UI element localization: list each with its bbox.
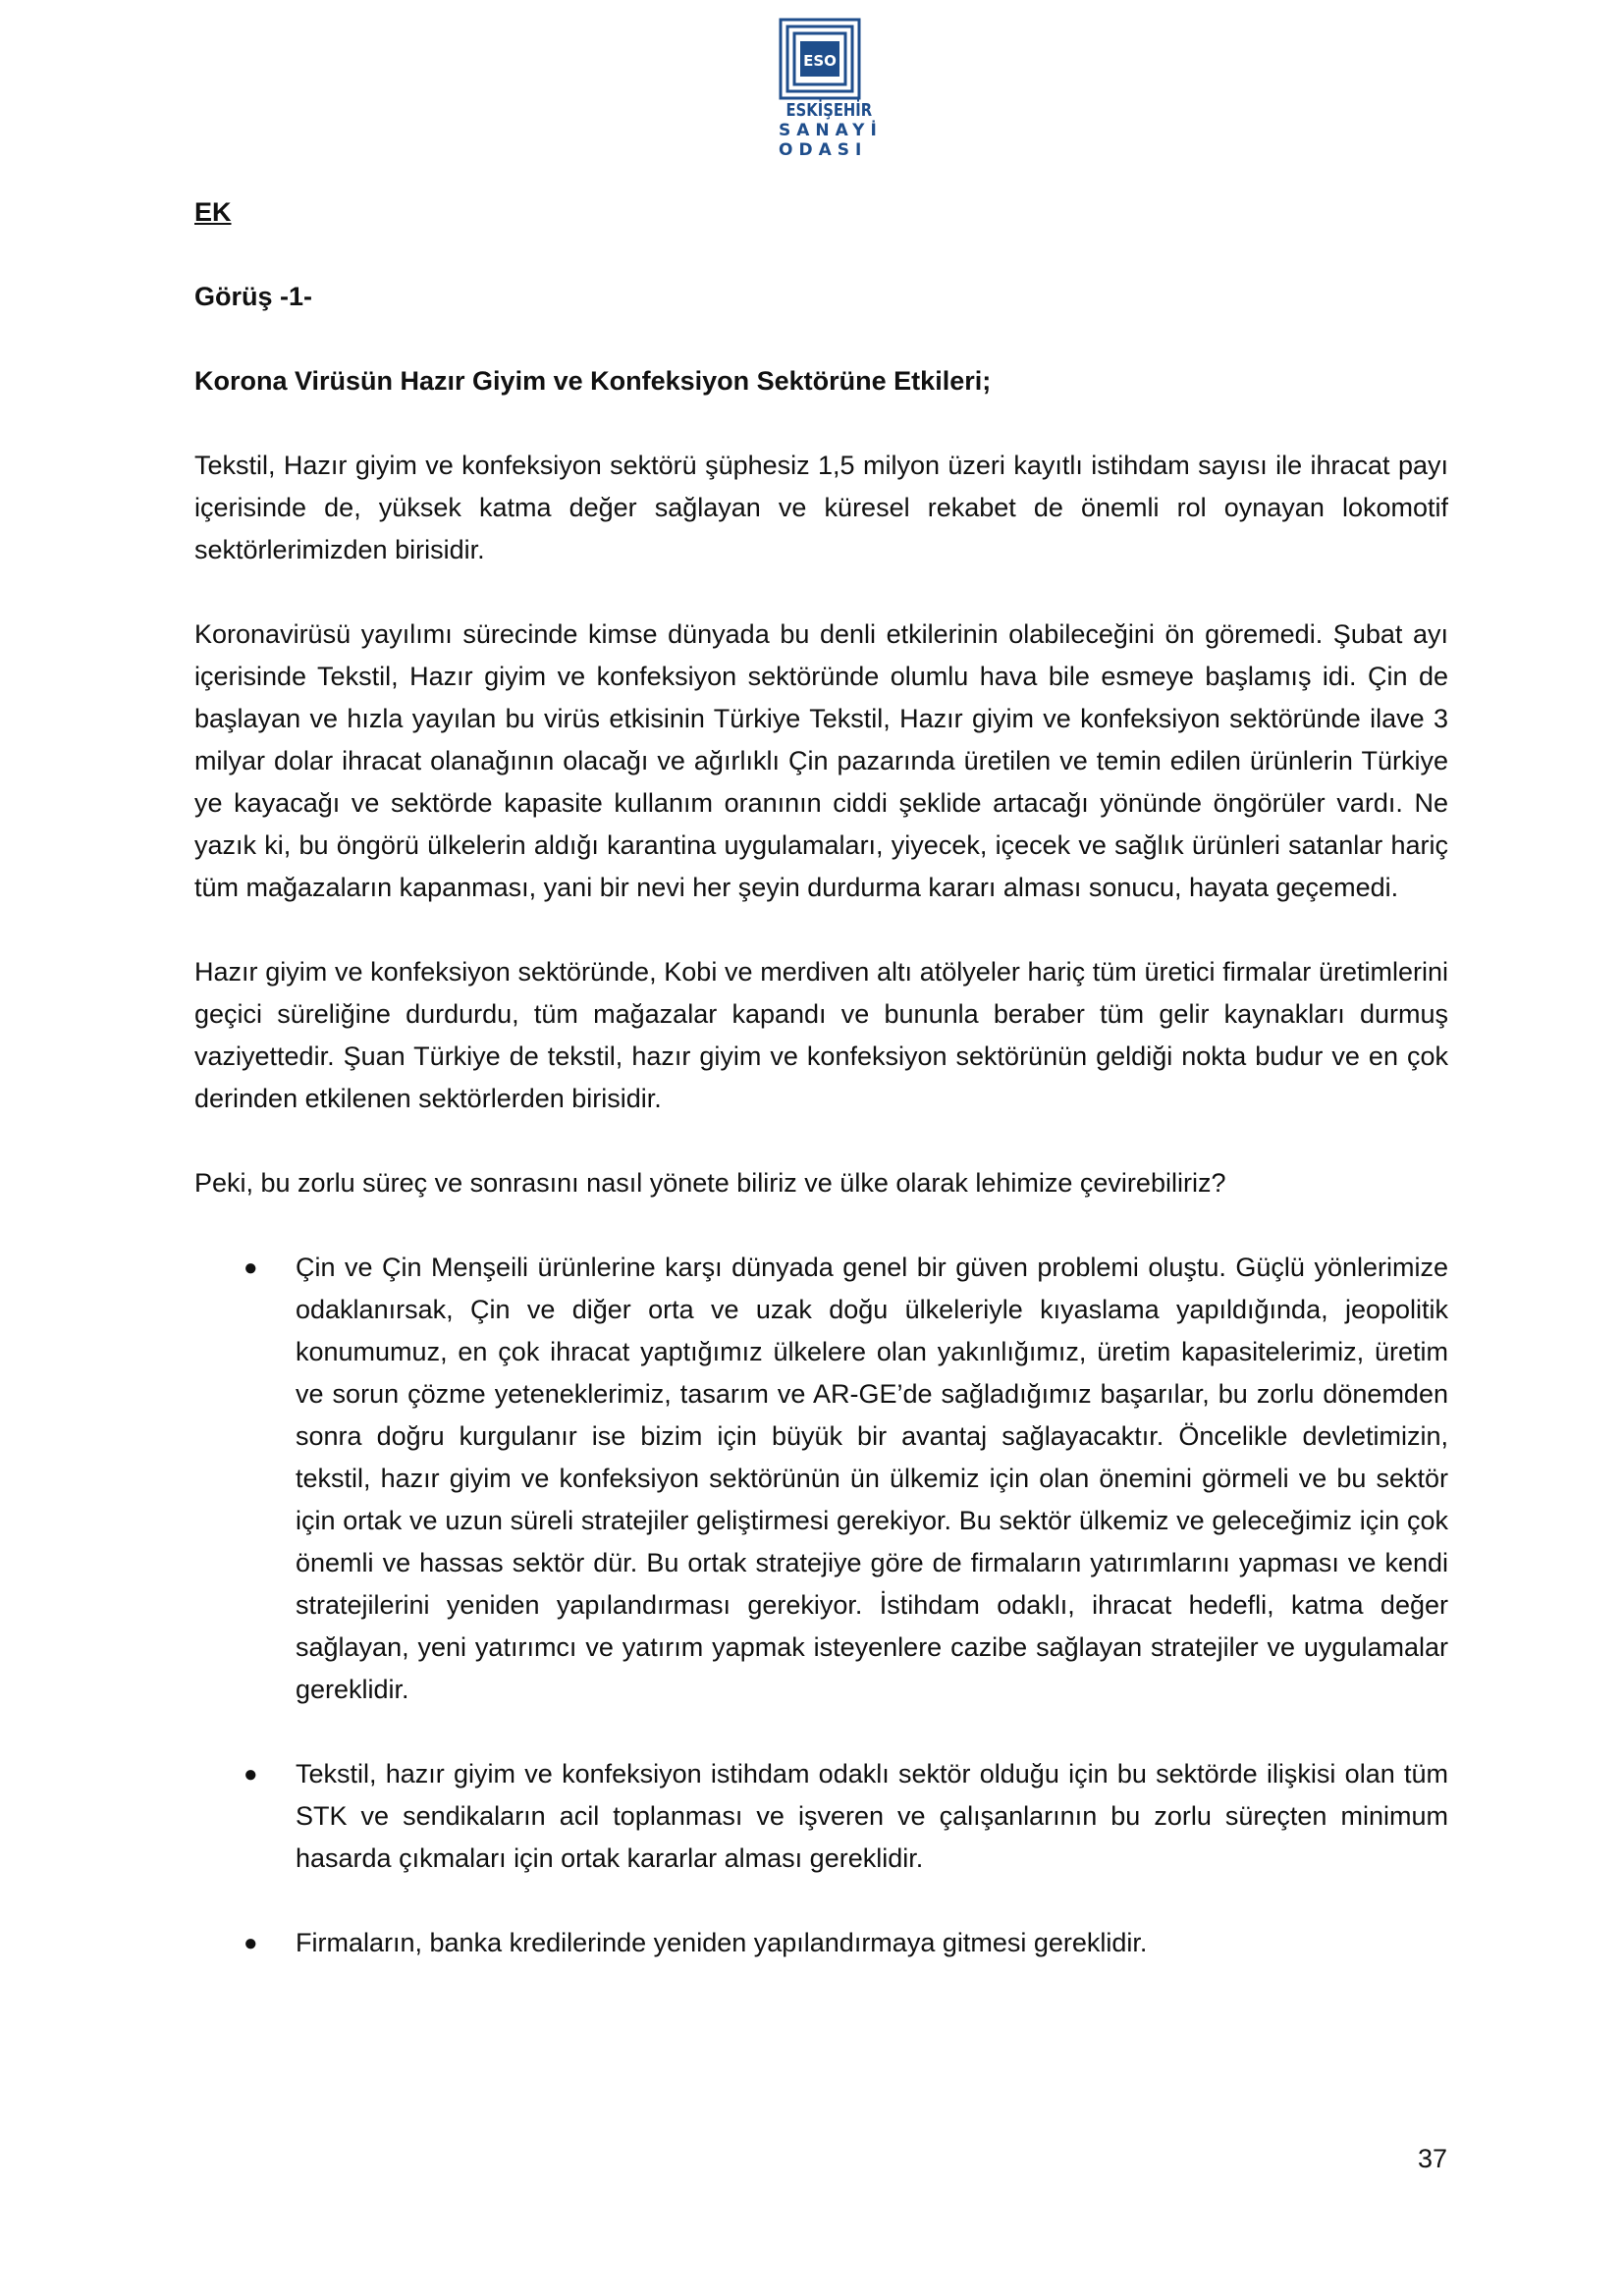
opinion-subtitle: Görüş -1- (194, 282, 313, 311)
logo-line-eskisehir: ESKİŞEHİR (785, 100, 873, 121)
recommendation-list (194, 1247, 1448, 1964)
list-item (194, 1922, 1448, 1964)
page-number: 37 (1417, 2144, 1447, 2173)
list-item (194, 1753, 1448, 1880)
list-item (194, 1247, 1448, 1711)
logo-line-odasi: ODASI (779, 140, 868, 160)
document-body (194, 191, 1448, 2006)
paragraph: Koronavirüsü yayılımı sürecinde kimse dünyada bu denli etkilerinin olabileceğini ön göremedi. Şubat ayı içerisinde Tekstil, Hazır giyim ve konfeksiyon sektöründe olumlu hava bile esmeye başlamış idi. Çin de başlayan ve hızla yayılan bu virüs etkisinin Türkiye Tekstil, Hazır giyim ve konfeksiyon sektöründe ilave 3 milyar dolar ihracat olanağının olacağı ve ağırlıklı Çin pazarında üretilen ve temin edilen ürünlerin Türkiye ye kayacağı ve sektörde kapasite kullanım oranının ciddi şeklide artacağı yönünde öngörüler vardı. Ne yazık ki, bu öngörü ülkelerin aldığı karantina uygulamaları, yiyecek, içecek ve sağlık ürünleri satanlar hariç tüm mağazaların kapanması, yani bir nevi her şeyin durdurma kararı alması sonucu, hayata geçemedi. (194, 619, 1448, 902)
eso-logo-wordmark (779, 100, 883, 160)
question-paragraph: Peki, bu zorlu süreç ve sonrasını nasıl yönete biliriz ve ülke olarak lehimize çevirebiliriz? (194, 1168, 1226, 1198)
logo-line-sanayi: SANAYİ (779, 121, 883, 140)
document-title: Korona Virüsün Hazır Giyim ve Konfeksiyon Sektörüne Etkileri; (194, 366, 992, 396)
bullet-icon: ● (244, 1255, 258, 1281)
eso-logo (779, 18, 883, 167)
eso-logo-mark-icon (779, 18, 861, 100)
list-item-text: Çin ve Çin Menşeili ürünlerine karşı dünyada genel bir güven problemi oluştu. Güçlü yönlerimize odaklanırsak, Çin ve diğer orta ve uzak doğu ülkeleriyle kıyaslama yapıldığında, jeopolitik konumumuz, en çok ihracat yaptığımız ülkelere olan yakınlığımız, üretim kapasitelerimiz, üretim ve sorun çözme yeteneklerimiz, tasarım ve AR-GE’de sağladığımız başarılar, bu zorlu dönemden sonra doğru kurgulanır ise bizim için büyük bir avantaj sağlayacaktır. Öncelikle devletimizin, tekstil, hazır giyim ve konfeksiyon sektörünün ün ülkemiz için olan önemini görmeli ve bu sektör için ortak ve uzun süreli stratejiler geliştirmesi gerekiyor. Bu sektör ülkemiz ve geleceğimiz için çok önemli ve hassas sektör dür. Bu ortak stratejiye göre de firmaların yatırımlarını yapması ve kendi stratejilerini yeniden yapılandırması gerekiyor. İstihdam odaklı, ihracat hedefli, katma değer sağlayan, yeni yatırımcı ve yatırım yapmak isteyenlere cazibe sağlayan stratejiler ve uygulamalar gereklidir. (296, 1253, 1448, 1704)
bullet-icon: ● (244, 1761, 258, 1788)
paragraph: Hazır giyim ve konfeksiyon sektöründe, Kobi ve merdiven altı atölyeler hariç tüm üretici firmalar üretimlerini geçici süreliğine durdurdu, tüm mağazalar kapandı ve bununla beraber tüm gelir kaynakları durmuş vaziyettedir. Şuan Türkiye de tekstil, hazır giyim ve konfeksiyon sektörünün geldiği nokta budur ve en çok derinden etkilenen sektörlerden birisidir. (194, 957, 1448, 1113)
paragraph: Tekstil, Hazır giyim ve konfeksiyon sektörü şüphesiz 1,5 milyon üzeri kayıtlı istihdam sayısı ile ihracat payı içerisinde de, yüksek katma değer sağlayan ve küresel rekabet de önemli rol oynayan lokomotif sektörlerimizden birisidir. (194, 451, 1448, 564)
list-item-text: Firmaların, banka kredilerinde yeniden yapılandırmaya gitmesi gereklidir. (296, 1928, 1148, 1957)
appendix-label: EK (194, 197, 232, 227)
bullet-icon: ● (244, 1930, 258, 1956)
eso-logo-mark-text: ESO (803, 52, 837, 70)
list-item-text: Tekstil, hazır giyim ve konfeksiyon istihdam odaklı sektör olduğu için bu sektörde ilişkisi olan tüm STK ve sendikaların acil toplanması ve işveren ve çalışanlarının bu zorlu süreçten minimum hasarda çıkmaları için ortak kararlar alması gereklidir. (296, 1759, 1448, 1873)
